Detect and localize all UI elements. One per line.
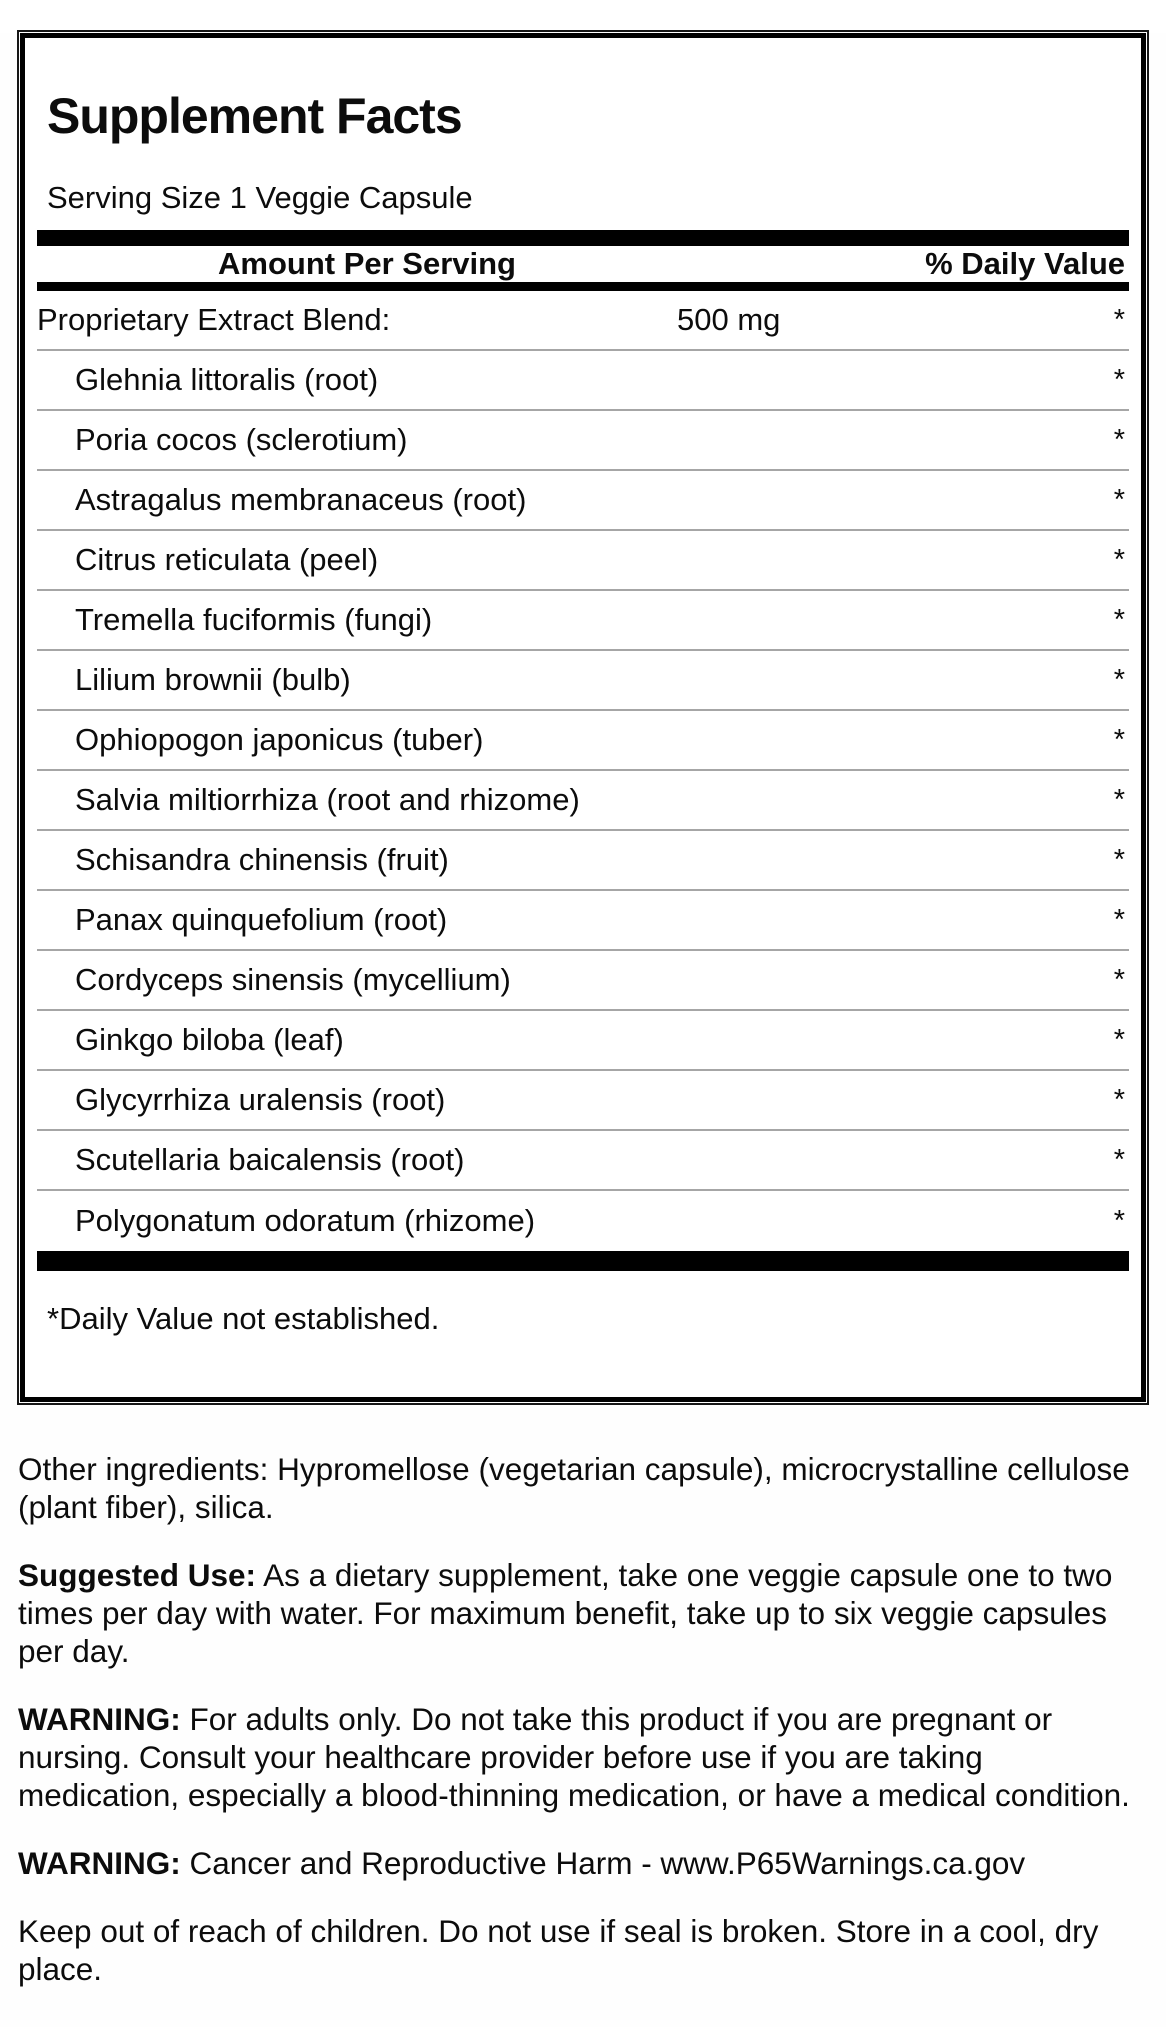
ingredient-name: Panax quinquefolium (root) [75, 902, 448, 937]
ingredient-row [37, 891, 1129, 951]
ingredient-row [37, 531, 1129, 591]
info-paragraph [18, 1556, 1135, 1670]
paragraph-label: Suggested Use: [18, 1557, 257, 1593]
panel-title: Supplement Facts [47, 88, 462, 144]
ingredient-row [37, 351, 1129, 411]
ingredient-row [37, 1011, 1129, 1071]
ingredient-daily-value: * [1113, 1204, 1125, 1237]
ingredient-name: Cordyceps sinensis (mycellium) [75, 962, 511, 997]
ingredient-name: Scutellaria baicalensis (root) [75, 1142, 465, 1177]
paragraph-text: Cancer and Reproductive Harm - www.P65Warnings.ca.gov [180, 1845, 1026, 1881]
ingredient-daily-value: * [1113, 423, 1125, 456]
ingredient-row [37, 831, 1129, 891]
ingredient-row [37, 951, 1129, 1011]
ingredient-row [37, 411, 1129, 471]
paragraph-text: For adults only. Do not take this product if you are pregnant or nursing. Consult your healthcare provider before use if you are taking medication, especially a blood-thinning medication, or have a medical condition. [18, 1701, 1130, 1813]
daily-value-footnote: *Daily Value not established. [47, 1301, 440, 1336]
blend-daily-value: * [1113, 303, 1125, 336]
ingredient-row [37, 1131, 1129, 1191]
ingredient-daily-value: * [1113, 963, 1125, 996]
ingredient-name: Citrus reticulata (peel) [75, 542, 379, 577]
daily-value-header: % Daily Value [925, 246, 1125, 281]
paragraph-text: Keep out of reach of children. Do not use if seal is broken. Store in a cool, dry place. [18, 1913, 1099, 1987]
supplement-facts-panel [20, 33, 1146, 1402]
ingredient-row [37, 471, 1129, 531]
ingredient-name: Lilium brownii (bulb) [75, 662, 351, 697]
supplement-label-page [0, 33, 1166, 2027]
ingredient-name: Tremella fuciformis (fungi) [75, 602, 433, 637]
amount-per-serving-header: Amount Per Serving [218, 246, 516, 281]
paragraph-text: As a dietary supplement, take one veggie capsule one to two times per day with water. For maximum benefit, take up to six veggie capsules per day. [18, 1557, 1113, 1669]
ingredient-daily-value: * [1113, 543, 1125, 576]
ingredient-row [37, 771, 1129, 831]
paragraph-label: WARNING: [18, 1845, 181, 1881]
divider-thick-top [37, 230, 1129, 246]
ingredient-row [37, 1071, 1129, 1131]
column-header-row [37, 246, 1129, 282]
ingredient-name: Glycyrrhiza uralensis (root) [75, 1082, 446, 1117]
ingredient-row [37, 651, 1129, 711]
info-sections [0, 1450, 1135, 1988]
ingredient-list [37, 351, 1129, 1251]
info-paragraph [18, 1450, 1135, 1526]
ingredient-daily-value: * [1113, 843, 1125, 876]
ingredient-daily-value: * [1113, 783, 1125, 816]
ingredient-daily-value: * [1113, 1083, 1125, 1116]
ingredient-name: Astragalus membranaceus (root) [75, 482, 527, 517]
blend-row [37, 291, 1129, 351]
info-paragraph [18, 1912, 1135, 1988]
info-paragraph [18, 1844, 1135, 1882]
paragraph-text: Other ingredients: Hypromellose (vegetarian capsule), microcrystalline cellulose (plant fiber), silica. [18, 1451, 1130, 1525]
ingredient-row [37, 591, 1129, 651]
serving-size-text: Serving Size 1 Veggie Capsule [47, 180, 473, 215]
ingredient-name: Salvia miltiorrhiza (root and rhizome) [75, 782, 580, 817]
divider-thick-bottom [37, 1251, 1129, 1271]
ingredient-row [37, 711, 1129, 771]
paragraph-label: WARNING: [18, 1701, 181, 1737]
ingredient-name: Glehnia littoralis (root) [75, 362, 379, 397]
ingredient-name: Ophiopogon japonicus (tuber) [75, 722, 484, 757]
ingredient-daily-value: * [1113, 363, 1125, 396]
blend-amount: 500 mg [677, 302, 781, 337]
ingredient-daily-value: * [1113, 1143, 1125, 1176]
ingredient-daily-value: * [1113, 483, 1125, 516]
info-paragraph [18, 1700, 1135, 1814]
ingredient-daily-value: * [1113, 663, 1125, 696]
blend-name: Proprietary Extract Blend: [37, 302, 391, 337]
ingredient-daily-value: * [1113, 1023, 1125, 1056]
ingredient-daily-value: * [1113, 723, 1125, 756]
ingredient-name: Polygonatum odoratum (rhizome) [75, 1203, 536, 1238]
ingredient-name: Schisandra chinensis (fruit) [75, 842, 449, 877]
divider-medium [37, 282, 1129, 291]
ingredient-name: Ginkgo biloba (leaf) [75, 1022, 344, 1057]
ingredient-name: Poria cocos (sclerotium) [75, 422, 408, 457]
ingredient-row [37, 1191, 1129, 1251]
ingredient-daily-value: * [1113, 903, 1125, 936]
ingredient-daily-value: * [1113, 603, 1125, 636]
